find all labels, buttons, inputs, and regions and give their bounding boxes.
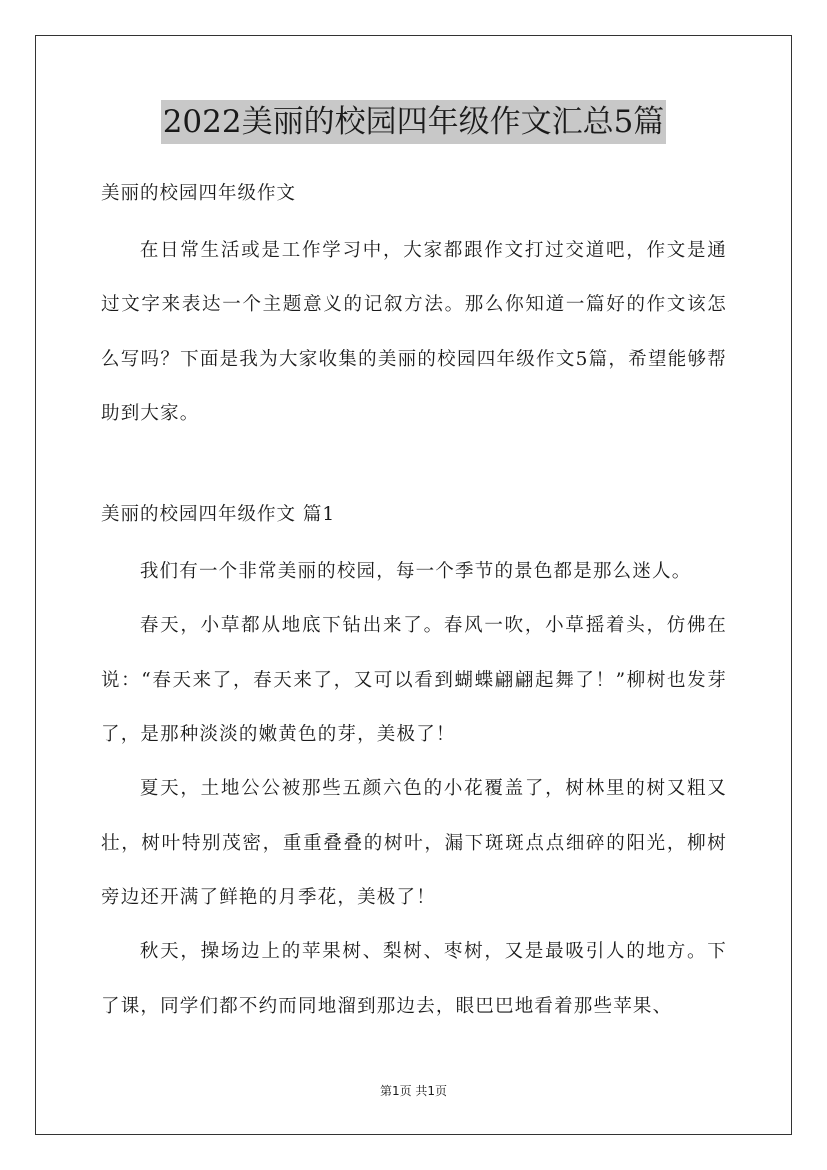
document-body xyxy=(101,176,727,1034)
section-paragraph-4: 秋天，操场边上的苹果树、梨树、枣树，又是最吸引人的地方。下了课，同学们都不约而同地溜到那边去，眼巴巴地看着那些苹果、 xyxy=(101,941,727,1017)
intro-paragraph: 在日常生活或是工作学习中，大家都跟作文打过交道吧，作文是通过文字来表达一个主题意义的记叙方法。那么你知道一篇好的作文该怎么写吗？下面是我为大家收集的美丽的校园四年级作文5篇，希望能够帮助到大家。 xyxy=(101,240,727,424)
title-container xyxy=(0,100,827,144)
page-footer: 第1页 共1页 xyxy=(379,1084,448,1098)
section-paragraph-3: 夏天，土地公公被那些五颜六色的小花覆盖了，树林里的树又粗又壮，树叶特别茂密，重重叠叠的树叶，漏下斑斑点点细碎的阳光，柳树旁边还开满了鲜艳的月季花，美极了！ xyxy=(101,778,727,908)
section-paragraph-1: 我们有一个非常美丽的校园，每一个季节的景色都是那么迷人。 xyxy=(139,561,692,583)
section-paragraph-2: 春天，小草都从地底下钻出来了。春风一吹，小草摇着头，仿佛在说：“春天来了，春天来了，又可以看到蝴蝶翩翩起舞了！”柳树也发芽了，是那种淡淡的嫩黄色的芽，美极了！ xyxy=(101,615,727,746)
section-heading: 美丽的校园四年级作文 篇1 xyxy=(101,504,336,526)
intro-heading: 美丽的校园四年级作文 xyxy=(101,183,297,204)
document-title: 2022美丽的校园四年级作文汇总5篇 xyxy=(161,100,667,144)
